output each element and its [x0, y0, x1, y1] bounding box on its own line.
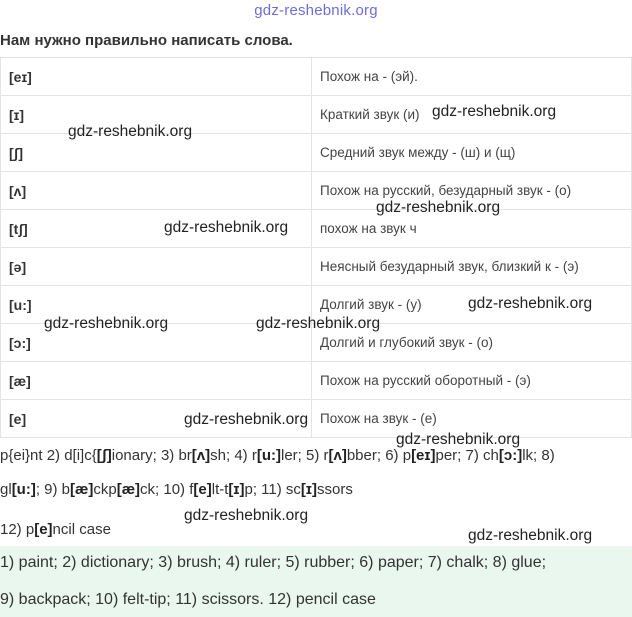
phoneme: [ʌ]	[191, 447, 211, 464]
sound-row	[1, 362, 632, 400]
answer-text: ionary; 3) br	[111, 447, 192, 464]
phoneme: [e]	[34, 521, 53, 538]
sound-row	[1, 58, 632, 96]
ipa-symbol: [eɪ]	[1, 58, 312, 96]
phoneme: [ɔ:]	[498, 447, 523, 464]
phoneme: [ɪ]	[300, 481, 317, 498]
watermark: gdz-reshebnik.org	[256, 315, 381, 332]
answer-text: sh; 4) r	[210, 447, 257, 464]
answer-text: ncil case	[52, 521, 111, 538]
watermark: gdz-reshebnik.org	[68, 123, 193, 140]
sound-description: Похож на русский оборотный - (э)	[312, 362, 632, 400]
watermark: gdz-reshebnik.org	[44, 315, 169, 332]
ipa-symbol: [ə]	[1, 248, 312, 286]
ipa-symbol: [æ]	[1, 362, 312, 400]
answer-text: ler; 5) r	[280, 447, 329, 464]
watermark: gdz-reshebnik.org	[376, 199, 501, 216]
answer-text: gl	[0, 481, 12, 498]
ipa-symbol: [ʃ]	[1, 134, 312, 172]
answer-text: 12) p	[0, 521, 35, 538]
answer-text: bber; 6) p	[346, 447, 412, 464]
answer-text: ck; 10) f	[140, 481, 194, 498]
phoneme: [e]	[193, 481, 212, 498]
result-line-1: 1) paint; 2) dictionary; 3) brush; 4) ruler; 5) rubber; 6) paper; 7) chalk; 8) glue;	[0, 554, 547, 571]
answer-text: lt-t	[211, 481, 229, 498]
phoneme: [eɪ]	[411, 447, 436, 464]
ipa-symbol: [u:]	[1, 286, 312, 324]
watermark: gdz-reshebnik.org	[184, 411, 309, 428]
sound-row	[1, 248, 632, 286]
ipa-symbol: [e]	[1, 400, 312, 438]
sound-description: похож на звук ч	[312, 210, 632, 248]
answer-result-box	[0, 546, 632, 617]
phoneme: [æ]	[116, 481, 141, 498]
answer-text: p{ei}nt 2) d[i]c{	[0, 447, 97, 464]
site-title[interactable]: gdz-reshebnik.org	[254, 2, 378, 19]
page-heading: Нам нужно правильно написать слова.	[0, 32, 293, 49]
sound-description: Похож на - (эй).	[312, 58, 632, 96]
ipa-symbol: [ɔ:]	[1, 324, 312, 362]
answer-text: per; 7) ch	[435, 447, 499, 464]
answer-line-2	[0, 481, 353, 498]
ipa-symbol: [tʃ]	[1, 210, 312, 248]
answer-line-3	[0, 521, 111, 538]
ipa-symbol: [ʌ]	[1, 172, 312, 210]
sound-row	[1, 172, 632, 210]
watermark: gdz-reshebnik.org	[468, 295, 593, 312]
sound-description: Похож на звук - (е)	[312, 400, 632, 438]
phoneme: [æ]	[70, 481, 94, 498]
watermark: gdz-reshebnik.org	[396, 431, 521, 448]
sound-description: Долгий звук - (у)	[312, 286, 632, 324]
watermark: gdz-reshebnik.org	[468, 527, 593, 544]
watermark: gdz-reshebnik.org	[164, 219, 289, 236]
phoneme: [u:]	[11, 481, 36, 498]
phoneme: [u:]	[256, 447, 281, 464]
answer-text: p; 11) sc	[244, 481, 301, 498]
answer-text: ckp	[93, 481, 117, 498]
ipa-symbol: [ɪ]	[1, 96, 312, 134]
answer-line-1	[0, 447, 555, 464]
watermark: gdz-reshebnik.org	[432, 103, 557, 120]
watermark: gdz-reshebnik.org	[184, 507, 309, 524]
answer-text: ssors	[316, 481, 353, 498]
result-line-2: 9) backpack; 10) felt-tip; 11) scissors. 12) pencil case	[0, 591, 376, 608]
sound-description: Краткий звук (и)	[312, 96, 632, 134]
answer-text: ; 9) b	[35, 481, 71, 498]
answer-text: lk; 8)	[522, 447, 555, 464]
phoneme: [ʌ]	[328, 447, 347, 464]
sound-description: Средний звук между - (ш) и (щ)	[312, 134, 632, 172]
phoneme: [ɪ]	[228, 481, 245, 498]
sound-row	[1, 400, 632, 438]
sound-description: Похож на русский, безударный звук - (о)	[312, 172, 632, 210]
sound-row	[1, 210, 632, 248]
sound-description: Неясный безударный звук, близкий к - (э)	[312, 248, 632, 286]
sound-description: Долгий и глубокий звук - (о)	[312, 324, 632, 362]
phoneme: [ʃ]	[96, 447, 112, 464]
